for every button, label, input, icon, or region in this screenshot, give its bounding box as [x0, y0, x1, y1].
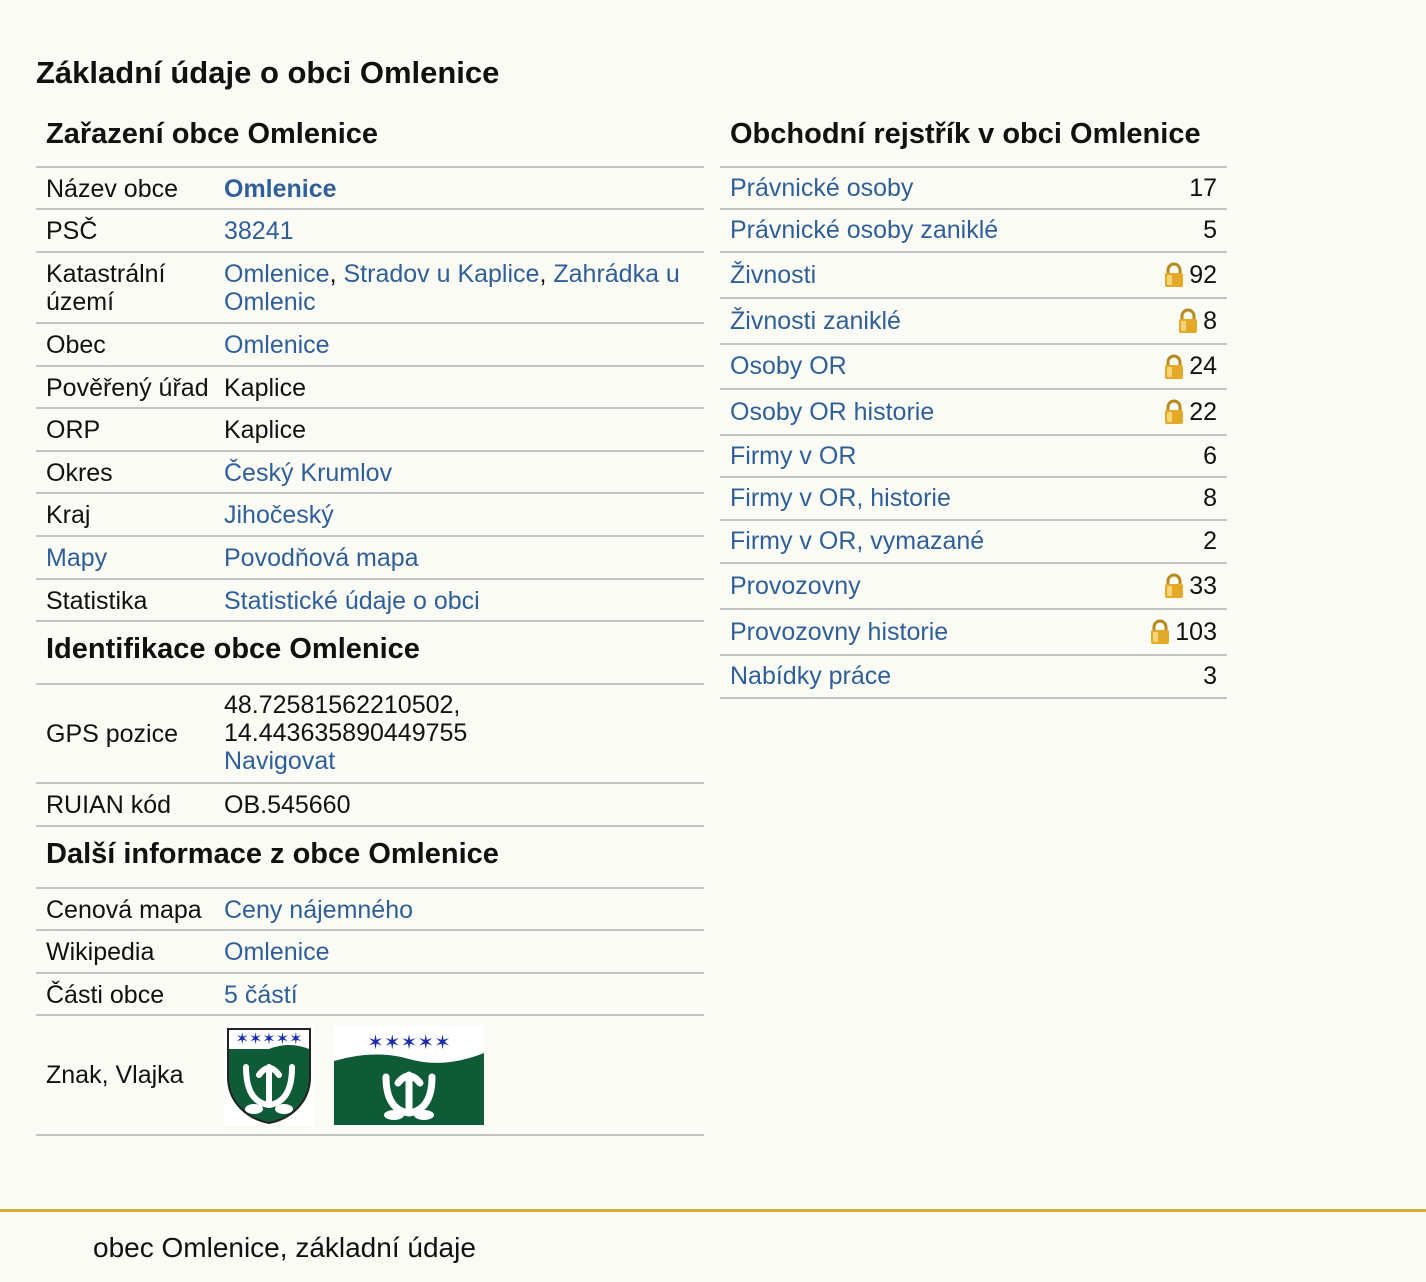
- row-kraj: [36, 494, 704, 537]
- row-psc: [36, 210, 704, 253]
- rejstrik-row: [720, 436, 1227, 478]
- statistika-label: Statistika: [46, 587, 148, 615]
- rejstrik-list: [720, 168, 1227, 699]
- zarazeni-title: Zařazení obce Omlenice: [36, 112, 704, 168]
- rejstrik-link[interactable]: Provozovny: [730, 571, 861, 600]
- row-ruian: [36, 784, 704, 827]
- mapy-link[interactable]: Mapy: [46, 544, 108, 572]
- rejstrik-link[interactable]: Firmy v OR, vymazané: [730, 527, 985, 555]
- rejstrik-row: [720, 210, 1227, 253]
- row-okres: [36, 452, 704, 494]
- rejstrik-count: [1163, 352, 1217, 381]
- rejstrik-count-value: 103: [1175, 617, 1217, 646]
- row-nazev-obce: [36, 168, 704, 210]
- rejstrik-count-value: 17: [1189, 173, 1217, 202]
- rejstrik-link[interactable]: Právnické osoby zaniklé: [730, 216, 999, 244]
- footer-text: obec Omlenice, základní údaje: [93, 1232, 476, 1263]
- orp-value: Kaplice: [224, 416, 306, 444]
- katastr-separator: ,: [329, 260, 344, 288]
- row-casti-obce: [36, 974, 704, 1016]
- row-wikipedia: [36, 931, 704, 974]
- rejstrik-link[interactable]: Osoby OR historie: [730, 397, 935, 426]
- rejstrik-count: [1189, 174, 1217, 203]
- gps-label: GPS pozice: [46, 719, 179, 748]
- rejstrik-count-value: 6: [1203, 441, 1217, 470]
- psc-label: PSČ: [46, 217, 98, 245]
- rejstrik-count: [1177, 307, 1217, 336]
- rejstrik-count: [1203, 527, 1217, 556]
- cenova-mapa-label: Cenová mapa: [46, 896, 202, 924]
- lock-icon[interactable]: [1177, 308, 1199, 334]
- rejstrik-count: [1203, 484, 1217, 513]
- dalsi-title: Další informace z obce Omlenice: [36, 827, 704, 889]
- lock-icon[interactable]: [1163, 399, 1185, 425]
- lock-icon[interactable]: [1163, 573, 1185, 599]
- nazev-obce-link[interactable]: Omlenice: [224, 175, 337, 203]
- footer-divider: [0, 1209, 1426, 1212]
- svg-text:✶✶✶✶✶: ✶✶✶✶✶: [235, 1029, 303, 1048]
- ruian-label: RUIAN kód: [46, 791, 172, 819]
- znak-vlajka-label: Znak, Vlajka: [46, 1061, 184, 1089]
- row-mapy: [36, 537, 704, 580]
- row-obec: [36, 324, 704, 367]
- rejstrik-count-value: 24: [1189, 352, 1217, 380]
- povereny-urad-label: Pověřený úřad: [46, 374, 209, 402]
- casti-obce-label: Části obce: [46, 981, 165, 1009]
- rejstrik-row: [720, 656, 1227, 699]
- right-column: [720, 112, 1227, 699]
- okres-label: Okres: [46, 459, 113, 487]
- rejstrik-count-value: 8: [1203, 484, 1217, 512]
- katastralni-uzemi-label: Katastrální území: [46, 260, 166, 316]
- rejstrik-row: [720, 345, 1227, 390]
- orp-label: ORP: [46, 416, 101, 444]
- katastr-separator: ,: [539, 260, 554, 288]
- row-znak-vlajka: [36, 1016, 704, 1136]
- page-title: Základní údaje o obci Omlenice: [36, 55, 500, 90]
- rejstrik-link[interactable]: Firmy v OR, historie: [730, 484, 951, 512]
- casti-obce-link[interactable]: 5 částí: [224, 981, 298, 1009]
- rejstrik-count: [1203, 216, 1217, 245]
- lock-icon[interactable]: [1149, 619, 1171, 645]
- rejstrik-count-value: 8: [1203, 306, 1217, 335]
- rejstrik-count: [1163, 572, 1217, 601]
- wikipedia-label: Wikipedia: [46, 938, 155, 966]
- rejstrik-row: [720, 610, 1227, 656]
- obec-label: Obec: [46, 331, 106, 359]
- row-cenova-mapa: [36, 889, 704, 931]
- rejstrik-count-value: 22: [1189, 397, 1217, 426]
- psc-link[interactable]: 38241: [224, 217, 294, 245]
- rejstrik-row: [720, 478, 1227, 521]
- povereny-urad-value: Kaplice: [224, 374, 306, 402]
- row-statistika: [36, 580, 704, 622]
- kraj-label: Kraj: [46, 501, 91, 529]
- rejstrik-count-value: 2: [1203, 527, 1217, 555]
- gps-latitude: 48.72581562210502,: [224, 691, 461, 719]
- rejstrik-count: [1163, 261, 1217, 290]
- rejstrik-link[interactable]: Provozovny historie: [730, 617, 949, 646]
- katastr-link-stradov[interactable]: Stradov u Kaplice: [343, 260, 540, 288]
- left-column: [36, 112, 704, 1136]
- flag-icon[interactable]: [334, 1025, 484, 1125]
- rejstrik-title: Obchodní rejstřík v obci Omlenice: [720, 112, 1227, 168]
- rejstrik-link[interactable]: Nabídky práce: [730, 662, 892, 690]
- rejstrik-count: [1149, 618, 1217, 647]
- row-gps: [36, 685, 704, 784]
- rejstrik-row: [720, 253, 1227, 299]
- rejstrik-link[interactable]: Živnosti zaniklé: [730, 306, 901, 335]
- rejstrik-link[interactable]: Osoby OR: [730, 352, 847, 380]
- rejstrik-count: [1203, 442, 1217, 471]
- rejstrik-link[interactable]: Firmy v OR: [730, 441, 857, 470]
- navigovat-link[interactable]: Navigovat: [224, 747, 336, 775]
- rejstrik-count: [1163, 398, 1217, 427]
- lock-icon[interactable]: [1163, 354, 1185, 380]
- row-orp: [36, 409, 704, 452]
- ruian-value: OB.545660: [224, 791, 351, 819]
- rejstrik-row: [720, 521, 1227, 564]
- rejstrik-row: [720, 299, 1227, 345]
- katastr-link-zahradka[interactable]: Zahrádka u Omlenic: [224, 260, 680, 316]
- coat-of-arms-icon[interactable]: [224, 1025, 314, 1125]
- rejstrik-count-value: 5: [1203, 216, 1217, 244]
- wikipedia-link[interactable]: Omlenice: [224, 938, 330, 966]
- obec-link[interactable]: Omlenice: [224, 331, 330, 359]
- gps-longitude: 14.443635890449755: [224, 719, 468, 747]
- kraj-link[interactable]: Jihočeský: [224, 501, 334, 529]
- row-povereny-urad: [36, 367, 704, 409]
- svg-text:✶✶✶✶✶: ✶✶✶✶✶: [367, 1030, 451, 1054]
- rejstrik-row: [720, 168, 1227, 210]
- katastr-link-omlenice[interactable]: Omlenice: [224, 260, 330, 288]
- rejstrik-row: [720, 390, 1227, 436]
- nazev-obce-label: Název obce: [46, 175, 179, 203]
- statistika-link[interactable]: Statistické údaje o obci: [224, 587, 480, 615]
- identifikace-title: Identifikace obce Omlenice: [36, 622, 704, 685]
- rejstrik-count-value: 92: [1189, 260, 1217, 289]
- rejstrik-link[interactable]: Živnosti: [730, 260, 817, 289]
- rejstrik-row: [720, 564, 1227, 610]
- lock-icon[interactable]: [1163, 262, 1185, 288]
- rejstrik-count-value: 3: [1203, 662, 1217, 690]
- okres-link[interactable]: Český Krumlov: [224, 459, 393, 487]
- ceny-najemneho-link[interactable]: Ceny nájemného: [224, 896, 414, 924]
- rejstrik-link[interactable]: Právnické osoby: [730, 173, 914, 202]
- povodnova-mapa-link[interactable]: Povodňová mapa: [224, 544, 419, 572]
- row-katastralni-uzemi: [36, 253, 704, 324]
- rejstrik-count-value: 33: [1189, 571, 1217, 600]
- rejstrik-count: [1203, 662, 1217, 691]
